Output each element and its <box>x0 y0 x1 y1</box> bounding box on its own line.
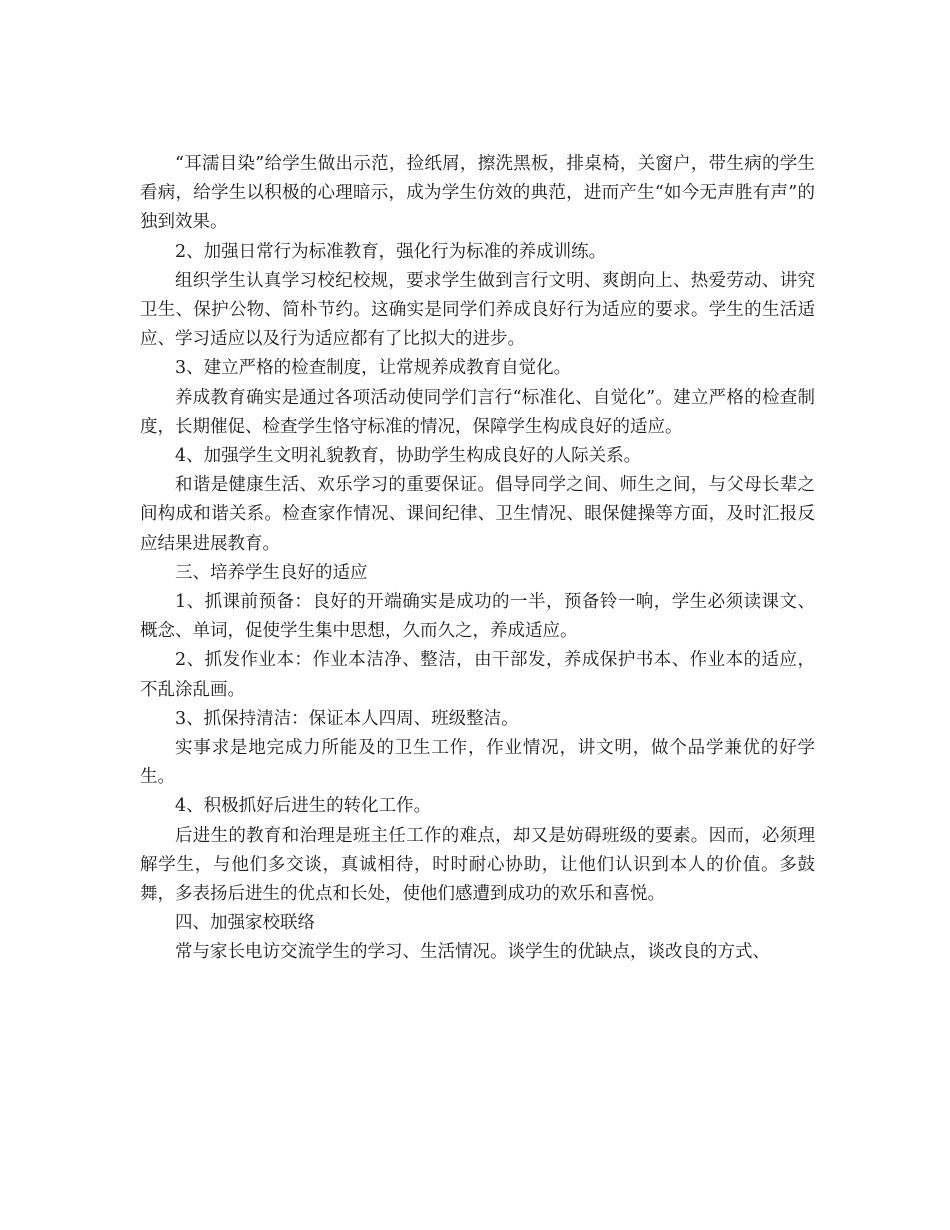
paragraph: 1、抓课前预备：良好的开端确实是成功的一半，预备铃一响，学生必须读课文、概念、单词，促使学生集中思想，久而久之，养成适应。 <box>140 592 815 642</box>
paragraph: 组织学生认真学习校纪校规，要求学生做到言行文明、爽朗向上、热爱劳动、讲究卫生、保护公物、简朴节约。这确实是同学们养成良好行为适应的要求。学生的生活适应、学习适应以及行为适应都有了比拟大的进步。 <box>140 270 815 350</box>
section-heading: 4、加强学生文明礼貌教育，协助学生构成良好的人际关系。 <box>175 446 642 467</box>
paragraph: 养成教育确实是通过各项活动使同学们言行“标准化、自觉化”。建立严格的检查制度，长期催促、检查学生恪守标准的情况，保障学生构成良好的适应。 <box>140 387 815 437</box>
paragraph: 2、抓发作业本：作业本洁净、整洁，由干部发，养成保护书本、作业本的适应，不乱涂乱画。 <box>140 650 815 700</box>
paragraph: 实事求是地完成力所能及的卫生工作，作业情况，讲文明，做个品学兼优的好学生。 <box>140 738 815 788</box>
paragraph: “耳濡目染”给学生做出示范，捡纸屑，擦洗黑板，排桌椅，关窗户，带生病的学生看病，给学生以积极的心理暗示，成为学生仿效的典范，进而产生“如今无声胜有声”的独到效果。 <box>140 154 815 233</box>
paragraph: 常与家长电访交流学生的学习、生活情况。谈学生的优缺点，谈改良的方式、 <box>175 942 770 963</box>
section-heading: 三、培养学生良好的适应 <box>175 562 368 583</box>
document-page <box>140 150 815 968</box>
section-heading: 4、积极抓好后进生的转化工作。 <box>175 796 432 817</box>
paragraph: 和谐是健康生活、欢乐学习的重要保证。倡导同学之间、师生之间，与父母长辈之间构成和谐关系。检查家作情况、课间纪律、卫生情况、眼保健操等方面，及时汇报反应结果进展教育。 <box>140 475 815 554</box>
paragraph: 3、抓保持清洁：保证本人四周、班级整洁。 <box>175 708 519 729</box>
section-heading: 2、加强日常行为标准教育，强化行为标准的养成训练。 <box>175 241 607 262</box>
section-heading: 四、加强家校联络 <box>175 913 315 934</box>
section-heading: 3、建立严格的检查制度，让常规养成教育自觉化。 <box>175 358 572 379</box>
paragraph: 后进生的教育和治理是班主任工作的难点，却又是妨碍班级的要素。因而，必须理解学生，与他们多交谈，真诚相待，时时耐心协助，让他们认识到本人的价值。多鼓舞，多表扬后进生的优点和长处，使他们感遭到成功的欢乐和喜悦。 <box>140 825 815 905</box>
